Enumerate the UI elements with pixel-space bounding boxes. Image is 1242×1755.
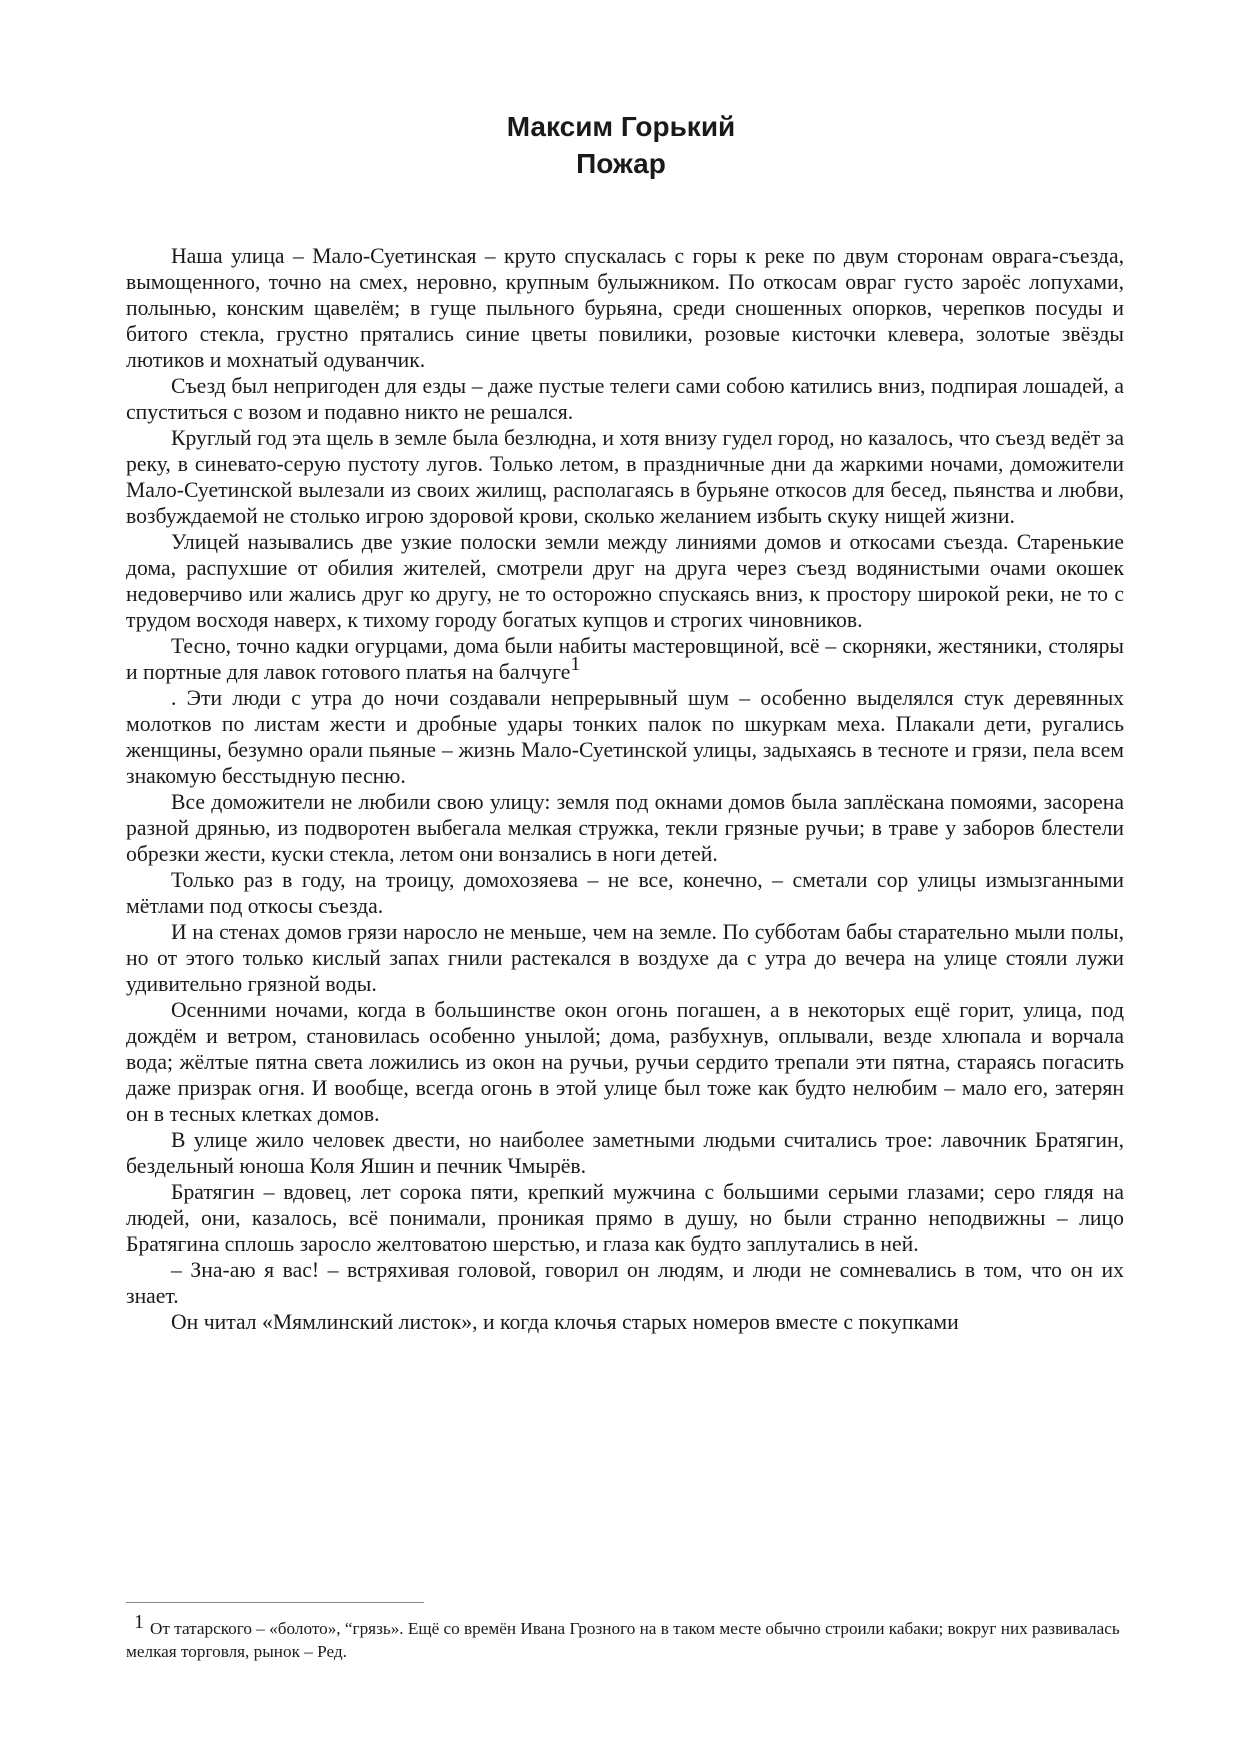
footnote-divider — [126, 1602, 424, 1603]
footnote-reference[interactable]: 1 — [570, 653, 581, 675]
footnote-text: От татарского – «болото», “грязь». Ещё со времён Ивана Грозного на в таком месте обычно строили кабаки; вокруг них развивалась мелкая торговля, рынок – Ред. — [126, 1619, 1120, 1661]
story-title: Пожар — [576, 148, 666, 179]
paragraph: Он читал «Мямлинский листок», и когда клочья старых номеров вместе с покупками — [171, 1310, 959, 1334]
paragraph: Круглый год эта щель в земле была безлюдна, и хотя внизу гудел город, но казалось, что съезд ведёт за реку, в синевато-серую пустоту лугов. Только летом, в праздничные дни да жаркими ночами, доможители Мало-Суетинской вылезали из своих жилищ, располагаясь в бурьяне откосов для бесед, пьянства и любви, возбуждаемой не столько игрою здоровой крови, сколько желанием избыть скуку нищей жизни. — [126, 426, 1124, 528]
paragraph: – Зна-аю я вас! – встряхивая головой, говорил он людям, и люди не сомневались в том, что он их знает. — [126, 1258, 1124, 1308]
paragraph: Съезд был непригоден для езды – даже пустые телеги сами собою катились вниз, подпирая лошадей, а спуститься с возом и подавно никто не решался. — [126, 374, 1124, 424]
footnote — [126, 1611, 1126, 1663]
paragraph: Все доможители не любили свою улицу: земля под окнами домов была заплёскана помоями, засорена разной дрянью, из подворотен выбегала мелкая стружка, текли грязные ручьи; в траве у заборов блестели обрезки жести, куски стекла, летом они вонзались в ноги детей. — [126, 790, 1124, 866]
paragraph: Только раз в году, на троицу, домохозяева – не все, конечно, – сметали сор улицы измызганными мётлами под откосы съезда. — [126, 868, 1124, 918]
paragraph: Осенними ночами, когда в большинстве окон огонь погашен, а в некоторых ещё горит, улица, под дождём и ветром, становилась особенно унылой; дома, разбухнув, оплывали, везде хлюпала и ворчала вода; жёлтые пятна света ложились из окон на ручьи, ручьи сердито трепали эти пятна, стараясь погасить даже призрак огня. И вообще, всегда огонь в этой улице был тоже как будто нелюбим – мало его, затерян он в тесных клетках домов. — [126, 998, 1124, 1126]
paragraph: Улицей назывались две узкие полоски земли между линиями домов и откосами съезда. Старенькие дома, распухшие от обилия жителей, смотрели друг на друга через съезд водянистыми очами окошек недоверчиво или жались друг ко другу, не то осторожно спускаясь вниз, к простору широкой реки, не то с трудом восходя наверх, к тихому городу богатых купцов и строгих чиновников. — [126, 530, 1124, 632]
author-name: Максим Горький — [506, 111, 736, 142]
paragraph-text: Тесно, точно кадки огурцами, дома были набиты мастеровщиной, всё – скорняки, жестяники, столяры и портные для лавок готового платья на балчуге — [126, 634, 1124, 684]
paragraph: Братягин – вдовец, лет сорока пяти, крепкий мужчина с большими серыми глазами; серо глядя на людей, они, казалось, всё понимали, проникая прямо в душу, но были странно неподвижны – лицо Братягина сплошь заросло желтоватою шерстью, и глаза как будто заплутались в ней. — [126, 1180, 1124, 1256]
paragraph-with-footnote — [126, 633, 1124, 685]
paragraph-continuation: . Эти люди с утра до ночи создавали непрерывный шум – особенно выделялся стук деревянных молотков по листам жести и дробные удары тонких палок по шкуркам меха. Плакали дети, ругались женщины, безумно орали пьяные – жизнь Мало-Суетинской улицы, задыхаясь в тесноте и грязи, пела всем знакомую бесстыдную песню. — [126, 686, 1124, 788]
paragraph: Наша улица – Мало-Суетинская – круто спускалась с горы к реке по двум сторонам оврага-съезда, вымощенного, точно на смех, неровно, крупным булыжником. По откосам овраг густо зароёс лопухами, полынью, конским щавелём; в гуще пыльного бурьяна, среди сношенных опорков, черепков посуды и битого стекла, грустно прятались синие цветы повилики, розовые кисточки клевера, золотые звёзды лютиков и мохнатый одуванчик. — [126, 244, 1124, 372]
document-header — [0, 108, 1242, 182]
footnote-mark: 1 — [134, 1611, 144, 1633]
story-body — [126, 243, 1124, 1335]
paragraph: В улице жило человек двести, но наиболее заметными людьми считались трое: лавочник Братягин, бездельный юноша Коля Яшин и печник Чмырёв. — [126, 1128, 1124, 1178]
paragraph: И на стенах домов грязи наросло не меньше, чем на земле. По субботам бабы старательно мыли полы, но от этого только кислый запах гнили растекался в воздухе да с утра до вечера на улице стояли лужи удивительно грязной воды. — [126, 920, 1124, 996]
